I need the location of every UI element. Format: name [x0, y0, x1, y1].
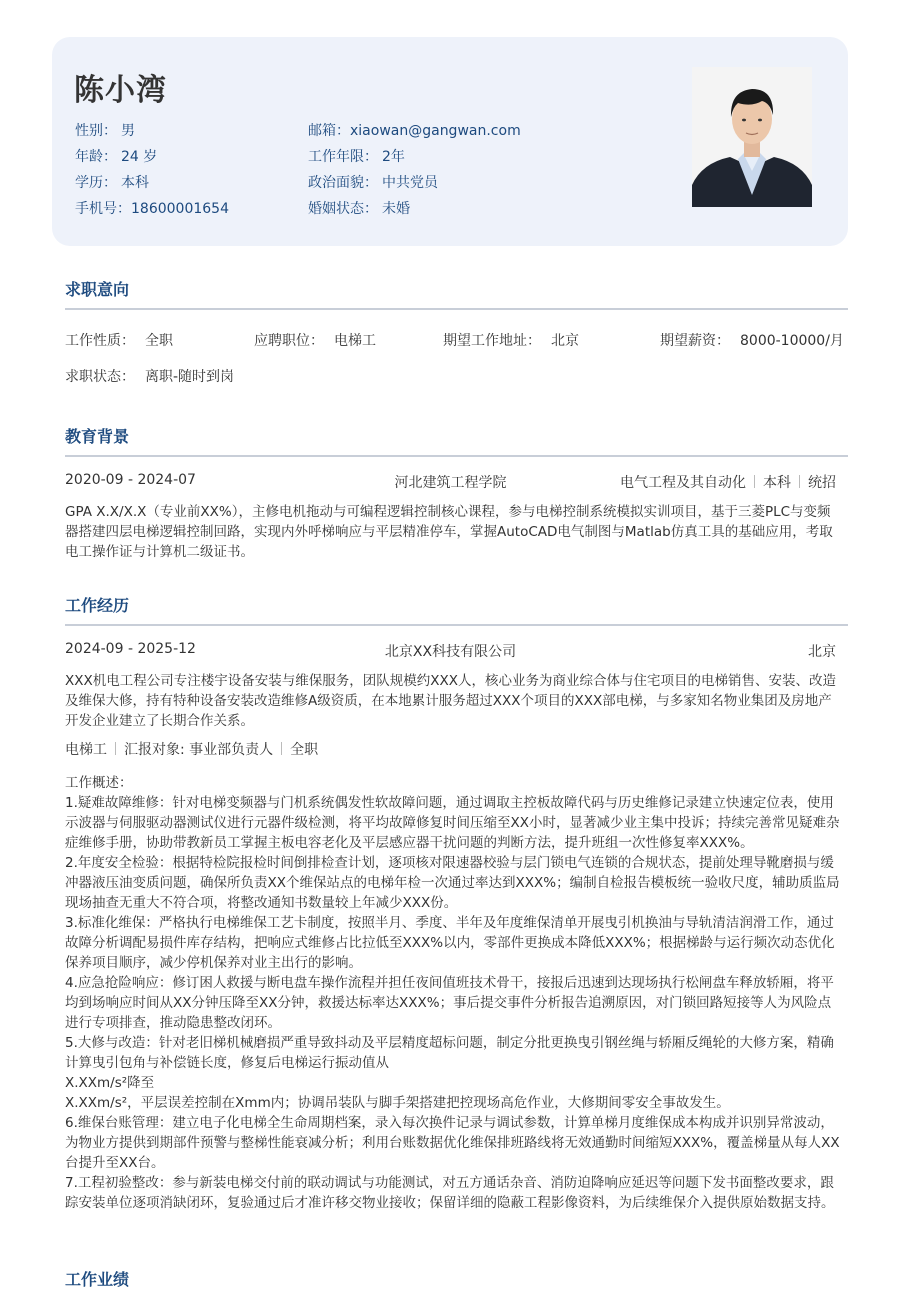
- salary-value: 8000-10000/月: [740, 333, 844, 349]
- email-label: 邮箱：: [308, 123, 350, 139]
- work-section-title: 工作经历: [65, 596, 130, 615]
- gender-row: [75, 121, 229, 147]
- age-label: 年龄：: [75, 149, 117, 165]
- school-name: 河北建筑工程学院: [394, 475, 507, 491]
- politics-row: [308, 173, 521, 199]
- company-description: XXX机电工程公司专注楼宇设备安装与维保服务，团队规模约XXX人，核心业务为商业综合体与住宅项目的电梯销售、安装、改造及维保大修，持有特种设备安装改造维修A级资质，在本地累计服务超过XXX个项目的XXX部电梯，与多家知名物业集团及房地产开发企业建立了长期合作关系。: [65, 673, 836, 729]
- position-label: 应聘职位：: [254, 333, 324, 349]
- work-role: 电梯工: [65, 742, 107, 758]
- admission-type: 统招: [808, 475, 836, 491]
- job-status-value: 离职-随时到岗: [145, 369, 235, 385]
- politics-label: 政治面貌：: [308, 175, 378, 191]
- overview-item: 5.大修与改造：针对老旧梯机械磨损严重导致抖动及平层精度超标问题，制定分批更换曳引钢丝绳与轿厢反绳轮的大修方案，精确计算曳引包角与补偿链长度，修复后电梯运行振动值从: [65, 1035, 834, 1071]
- profile-info-left: [75, 121, 229, 225]
- overview-item: 3.标准化维保：严格执行电梯维保工艺卡制度，按照半月、季度、半年及年度维保清单开展曳引机换油与导轨清洁润滑工作，通过故障分析调配易损件库存结构，把响应式维修占比拉低至XXX%以内，零部件更换成本降低XXX%；根据梯龄与运行频次动态优化保养项目顺序，减少停机保养对业主出行的影响。: [65, 915, 835, 971]
- company-name: 北京XX科技有限公司: [384, 644, 517, 660]
- overview-item: 4.应急抢险响应：修订困人救援与断电盘车操作流程并担任夜间值班技术骨干，接报后迅速到达现场执行松闸盘车释放轿厢，将平均到场响应时间从XX分钟压降至XX分钟，救援达标率达XXX%；事后提交事件分析报告追溯原因，对门锁回路短接等人为风险点进行专项排查，推动隐患整改闭环。: [65, 975, 834, 1031]
- education-degree: 本科: [763, 475, 791, 491]
- years-label: 工作年限：: [308, 149, 378, 165]
- age-value: 24 岁: [121, 149, 158, 165]
- location-field: [443, 330, 579, 350]
- politics-value: 中共党员: [382, 175, 438, 191]
- position-value: 电梯工: [334, 333, 376, 349]
- work-period: 2024-09 - 2025-12: [65, 641, 196, 657]
- overview-item: 7.工程初验整改：参与新装电梯交付前的联动调试与功能测试，对五方通话杂音、消防迫降响应延迟等问题下发书面整改要求，跟踪安装单位逐项消缺闭环，复验通过后才准许移交物业接收；保留详细的隐蔽工程影像资料，为后续维保介入提供原始数据支持。: [65, 1175, 835, 1211]
- major: 电气工程及其自动化: [620, 475, 746, 491]
- education-period: 2020-09 - 2024-07: [65, 472, 196, 488]
- work-overview: [65, 773, 840, 1213]
- overview-label: 工作概述：: [65, 775, 133, 791]
- divider-bar: [754, 475, 755, 488]
- candidate-name: 陈小湾: [74, 73, 167, 108]
- achievements-section-title: 工作业绩: [65, 1270, 130, 1289]
- intent-divider: [65, 308, 848, 310]
- overview-item: 2.年度安全检验：根据特检院报检时间倒排检查计划，逐项核对限速器校验与层门锁电气连锁的合规状态，提前处理导靴磨损与缓冲器液压油变质问题，确保所负责XX个维保站点的电梯年检一次通过率达到XXX%；编制自检报告模板统一验收尺度，辅助质监局现场抽查无重大不符合项，将整改通知书数量较上年减少XXX份。: [65, 855, 840, 911]
- divider-bar: [115, 742, 116, 755]
- work-city: 北京: [808, 644, 836, 660]
- work-row: [65, 641, 836, 661]
- job-status-field: [65, 366, 234, 386]
- email-row: [308, 121, 521, 147]
- intent-section-title: 求职意向: [65, 280, 130, 299]
- education-description: GPA X.X/X.X（专业前XX%），主修电机拖动与可编程逻辑控制核心课程，参与电梯控制系统模拟实训项目，基于三菱PLC与变频器搭建四层电梯逻辑控制回路，实现内外呼梯响应与平层精准停车，掌握AutoCAD电气制图与Matlab仿真工具的基础应用，考取电工操作证与计算机二级证书。: [65, 504, 833, 560]
- phone-row: [75, 199, 229, 225]
- phone-label: 手机号：: [75, 201, 131, 217]
- degree-row: [75, 173, 229, 199]
- years-row: [308, 147, 521, 173]
- location-value: 北京: [551, 333, 579, 349]
- avatar-portrait-icon: [692, 67, 812, 207]
- divider-bar: [799, 475, 800, 488]
- gender-value: 男: [121, 123, 135, 139]
- salary-label: 期望薪资：: [660, 333, 730, 349]
- marital-label: 婚姻状态：: [308, 201, 378, 217]
- job-type-value: 全职: [145, 333, 173, 349]
- phone-value: 18600001654: [131, 201, 229, 217]
- profile-card: [52, 37, 848, 246]
- marital-row: [308, 199, 521, 225]
- work-job-type: 全职: [290, 742, 319, 758]
- age-row: [75, 147, 229, 173]
- education-details: [620, 472, 836, 492]
- job-type-label: 工作性质：: [65, 333, 135, 349]
- marital-value: 未婚: [382, 201, 410, 217]
- salary-field: [660, 330, 844, 350]
- years-value: 2年: [382, 149, 405, 165]
- report-to: 汇报对象: 事业部负责人: [124, 742, 274, 758]
- job-status-label: 求职状态：: [65, 369, 135, 385]
- degree-label: 学历：: [75, 175, 117, 191]
- overview-item: 6.维保台账管理：建立电子化电梯全生命周期档案，录入每次换件记录与调试参数，计算单梯月度维保成本构成并识别异常波动，为物业方提供到期部件预警与整梯性能衰减分析；利用台账数据优化维保排班路线将无效通勤时间缩短XXX%，覆盖梯量从每人XX台提升至XX台。: [65, 1115, 840, 1171]
- work-divider: [65, 624, 848, 626]
- position-field: [254, 330, 376, 350]
- education-row: [65, 472, 836, 492]
- job-type-field: [65, 330, 173, 350]
- overview-item: X.XXm/s²，平层误差控制在Xmm内；协调吊装队与脚手架搭建把控现场高危作业，大修期间零安全事故发生。: [65, 1095, 730, 1111]
- education-section-title: 教育背景: [65, 427, 130, 446]
- profile-photo: [692, 67, 812, 207]
- overview-item: X.XXm/s²降至: [65, 1075, 155, 1091]
- divider-bar: [281, 742, 282, 755]
- gender-label: 性别：: [75, 123, 117, 139]
- profile-info-right: [308, 121, 521, 225]
- education-divider: [65, 455, 848, 457]
- overview-item: 1.疑难故障维修：针对电梯变频器与门机系统偶发性软故障问题，通过调取主控板故障代码与历史维修记录建立快速定位表，使用示波器与伺服驱动器测试仪进行元器件级检测，将平均故障修复时间压缩至XX小时，显著减少业主集中投诉；持续完善常见疑难杂症维修手册，协助带教新员工掌握主板电容老化及平层感应器干扰问题的判断方法，提升班组一次性修复率XXX%。: [65, 795, 840, 851]
- work-tags: [65, 739, 318, 759]
- location-label: 期望工作地址：: [443, 333, 541, 349]
- degree-value: 本科: [121, 175, 149, 191]
- email-value: xiaowan@gangwan.com: [350, 123, 521, 139]
